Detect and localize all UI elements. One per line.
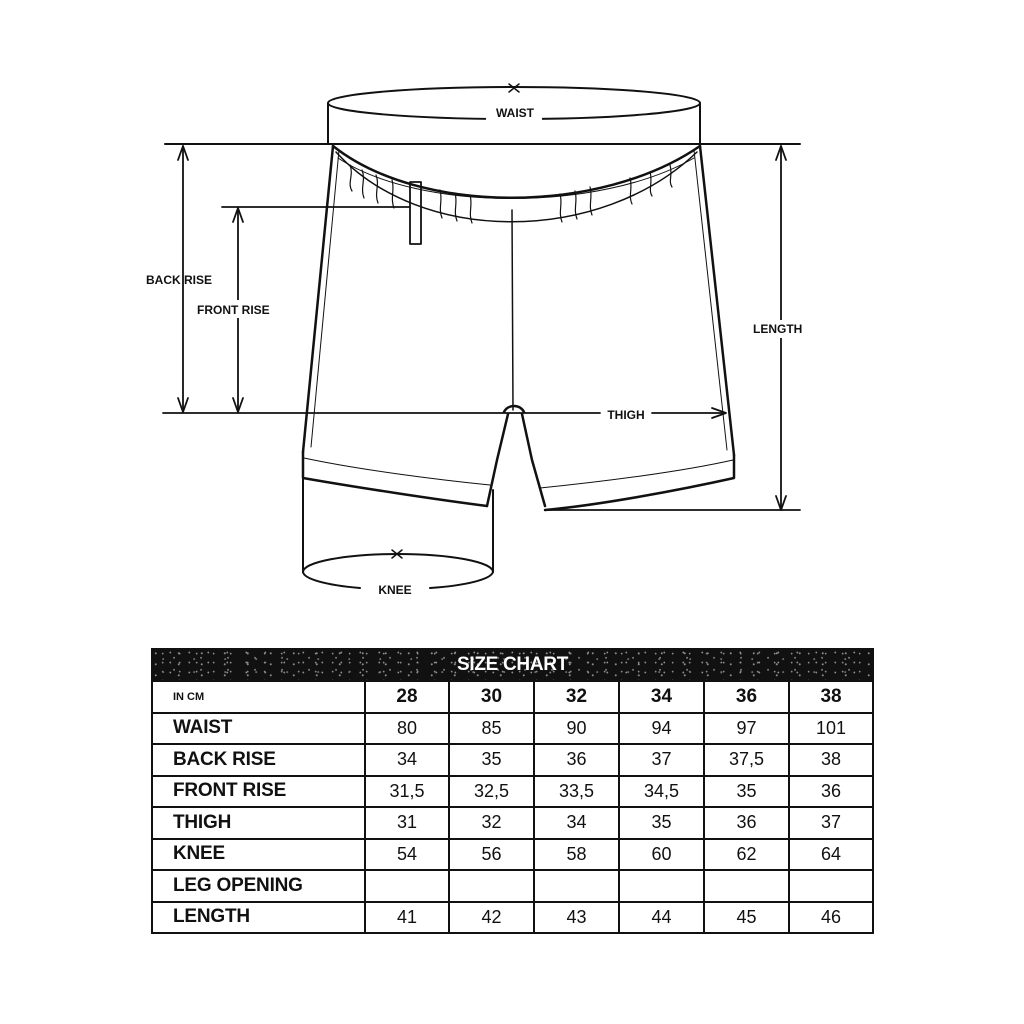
table-cell: 38 (789, 744, 873, 776)
table-cell: 36 (704, 807, 789, 839)
table-cell: 43 (534, 902, 619, 934)
table-cell: 31,5 (365, 776, 449, 808)
table-cell: 36 (789, 776, 873, 808)
table-cell: 58 (534, 839, 619, 871)
table-cell: 41 (365, 902, 449, 934)
table-cell (365, 870, 449, 902)
size-header: 38 (789, 681, 873, 713)
table-row (152, 839, 873, 871)
row-label: KNEE (152, 839, 365, 871)
table-cell: 44 (619, 902, 704, 934)
table-cell: 34,5 (619, 776, 704, 808)
table-cell: 33,5 (534, 776, 619, 808)
table-cell: 42 (449, 902, 534, 934)
table-cell: 34 (365, 744, 449, 776)
size-chart-title: SIZE CHART (152, 649, 873, 681)
size-header: 34 (619, 681, 704, 713)
size-header: 32 (534, 681, 619, 713)
table-cell: 32,5 (449, 776, 534, 808)
thigh-label: THIGH (607, 408, 645, 422)
table-cell: 46 (789, 902, 873, 934)
table-cell: 60 (619, 839, 704, 871)
front-rise-label: FRONT RISE (197, 303, 270, 317)
table-row (152, 744, 873, 776)
table-cell: 56 (449, 839, 534, 871)
row-label: BACK RISE (152, 744, 365, 776)
table-cell: 35 (704, 776, 789, 808)
table-cell (704, 870, 789, 902)
row-label: LEG OPENING (152, 870, 365, 902)
table-cell: 45 (704, 902, 789, 934)
table-cell: 37 (789, 807, 873, 839)
table-cell (789, 870, 873, 902)
table-cell: 37,5 (704, 744, 789, 776)
table-cell (449, 870, 534, 902)
table-row (152, 807, 873, 839)
table-cell: 85 (449, 713, 534, 745)
table-cell: 36 (534, 744, 619, 776)
table-cell: 101 (789, 713, 873, 745)
table-row (152, 902, 873, 934)
unit-label: IN CM (152, 681, 365, 713)
table-cell (534, 870, 619, 902)
table-cell: 32 (449, 807, 534, 839)
row-label: THIGH (152, 807, 365, 839)
row-label: LENGTH (152, 902, 365, 934)
size-header: 28 (365, 681, 449, 713)
table-cell: 80 (365, 713, 449, 745)
table-cell: 35 (449, 744, 534, 776)
table-cell: 64 (789, 839, 873, 871)
table-cell: 94 (619, 713, 704, 745)
knee-label: KNEE (378, 583, 412, 597)
table-cell: 34 (534, 807, 619, 839)
length-label: LENGTH (753, 322, 803, 336)
size-header: 30 (449, 681, 534, 713)
table-cell: 37 (619, 744, 704, 776)
table-row (152, 776, 873, 808)
table-cell: 62 (704, 839, 789, 871)
table-row (152, 713, 873, 745)
table-cell (619, 870, 704, 902)
table-cell: 31 (365, 807, 449, 839)
row-label: WAIST (152, 713, 365, 745)
row-label: FRONT RISE (152, 776, 365, 808)
table-row (152, 870, 873, 902)
size-chart-table (151, 648, 874, 934)
table-cell: 90 (534, 713, 619, 745)
size-header: 36 (704, 681, 789, 713)
waist-label: WAIST (496, 106, 534, 120)
table-cell: 97 (704, 713, 789, 745)
shorts-outline (303, 146, 734, 510)
size-header-row (152, 681, 873, 713)
table-cell: 35 (619, 807, 704, 839)
table-cell: 54 (365, 839, 449, 871)
size-chart-title-row (152, 649, 873, 681)
back-rise-label: BACK RISE (146, 273, 213, 287)
